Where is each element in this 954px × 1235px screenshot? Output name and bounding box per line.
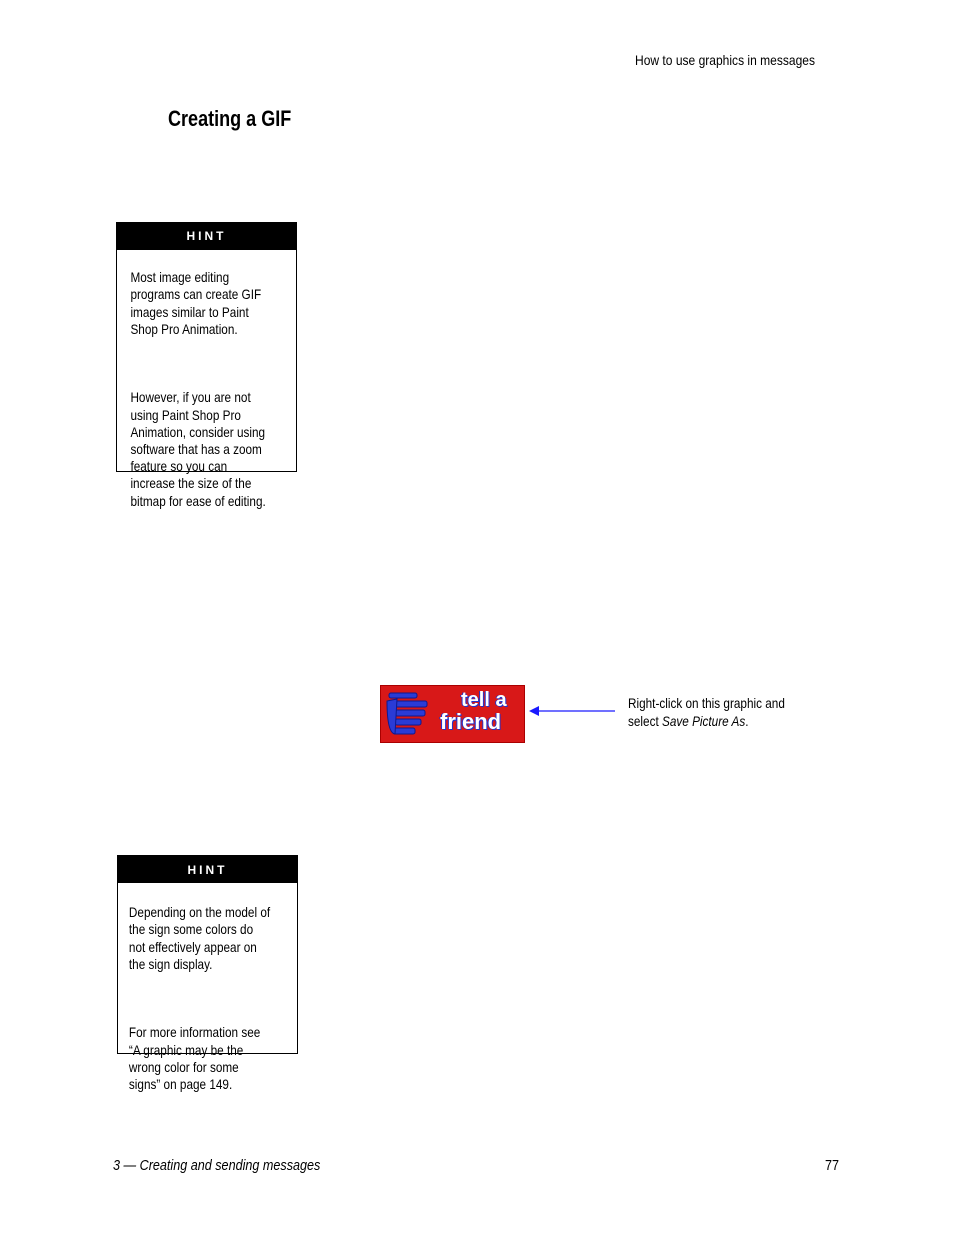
hint-paragraph: Most image editing programs can create GIF images similar to Paint Shop Pro Animation. [130,269,262,337]
hint-box [117,855,298,1093]
footer-chapter: 3 — Creating and sending messages [113,1157,321,1174]
callout-text [628,694,821,730]
hint-body [118,883,289,1110]
callout-emphasis: Save Picture As [661,713,746,729]
arrow-left-icon [529,703,617,719]
callout-text-after: . [745,713,749,729]
page-title: Creating a GIF [168,106,292,131]
hint-box [116,222,297,509]
footer-page-number: 77 [825,1157,840,1174]
running-header: How to use graphics in messages [635,52,816,68]
hint-body [117,250,290,527]
banner-text-line1: tell a [461,689,507,711]
banner-text-line2: friend [440,709,502,734]
hint-heading: HINT [118,858,297,883]
hint-paragraph: However, if you are not using Paint Shop Pro Animation, consider using software that has a zoom feature so you can increase the size of the bitmap for ease of editing. [130,389,266,509]
pointing-hand-icon [385,687,437,743]
hint-paragraph: For more information see “A graphic may be the wrong color for some signs” on page 149. [128,1024,261,1093]
tell-a-friend-graphic[interactable] [380,685,525,743]
hint-heading: HINT [117,223,296,250]
callout-text-before: Right-click on this graphic and select [628,695,785,729]
hint-paragraph: Depending on the model of the sign some colors do not effectively appear on the sign display. [128,904,271,972]
